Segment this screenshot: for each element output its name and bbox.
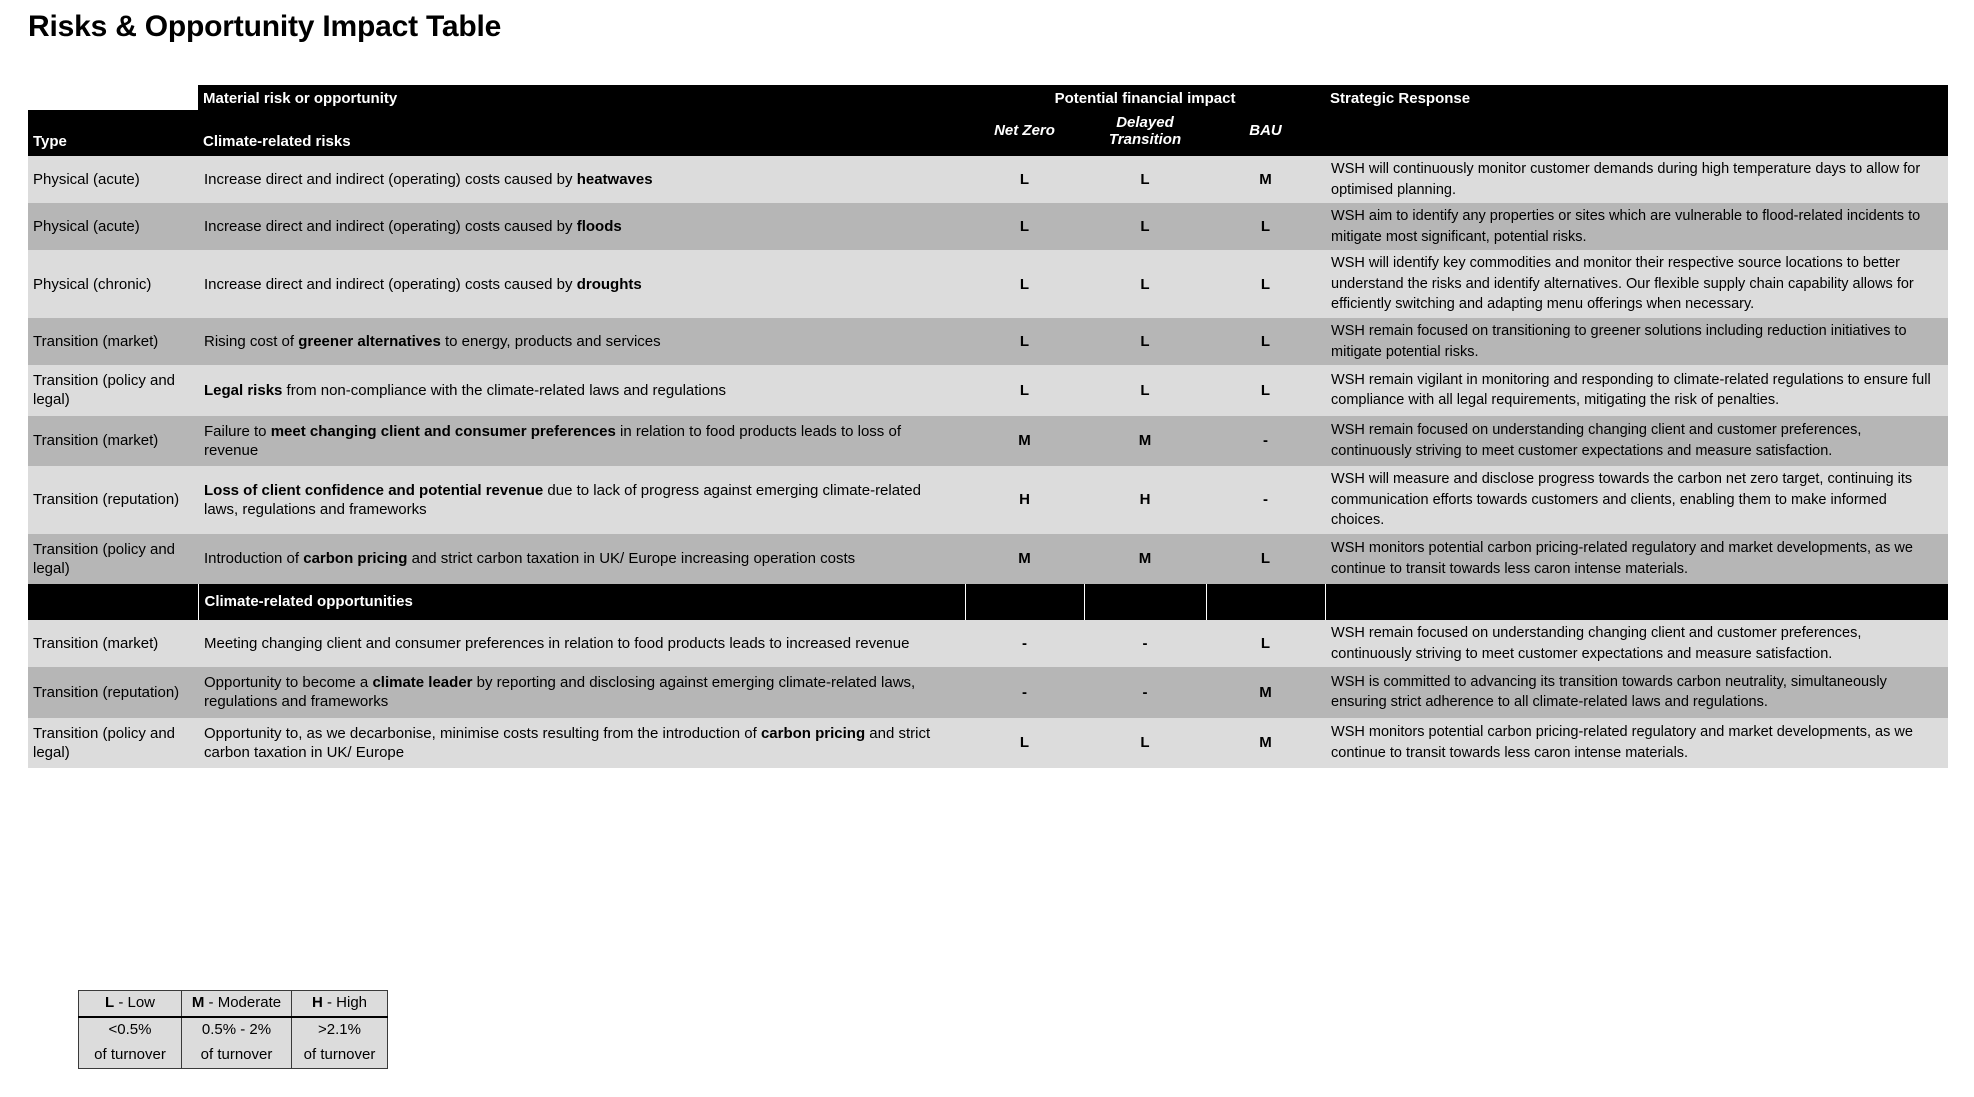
- cell-score-delayed-transition: M: [1084, 534, 1206, 584]
- table-row-risk: [28, 203, 1948, 250]
- cell-score-net-zero: L: [965, 250, 1084, 318]
- cell-score-net-zero: M: [965, 534, 1084, 584]
- table-row-opportunity: [28, 718, 1948, 768]
- section-divider-opportunities: [28, 584, 1948, 620]
- legend-key-label: - High: [322, 994, 368, 1012]
- header-scenario-net-zero: Net Zero: [965, 110, 1084, 156]
- header-col-type: Type: [28, 110, 198, 156]
- cell-score-net-zero: L: [965, 718, 1084, 768]
- cell-risk-type: Transition (market): [28, 620, 198, 667]
- cell-risk-description: Opportunity to, as we decarbonise, minimise costs resulting from the introduction of carbon pricing and strict carbon taxation in UK/ Europe: [198, 718, 965, 768]
- cell-strategic-response: WSH will measure and disclose progress towards the carbon net zero target, continuing its communication efforts towards customers and clients, enabling them to make informed choices.: [1325, 466, 1948, 534]
- cell-score-delayed-transition: L: [1084, 203, 1206, 250]
- cell-risk-type: Physical (chronic): [28, 250, 198, 318]
- risk-keyword: heatwaves: [576, 170, 653, 188]
- header-column-row: [28, 110, 1948, 156]
- delayed-line-2: Transition: [1108, 131, 1182, 148]
- table-row-opportunity: [28, 620, 1948, 667]
- cell-risk-description: Increase direct and indirect (operating) costs caused by heatwaves: [198, 156, 965, 203]
- legend-unit: of turnover: [182, 1043, 292, 1069]
- cell-score-delayed-transition: -: [1084, 620, 1206, 667]
- cell-risk-description: Increase direct and indirect (operating) costs caused by floods: [198, 203, 965, 250]
- cell-risk-type: Physical (acute): [28, 156, 198, 203]
- risk-keyword: climate leader: [372, 674, 473, 692]
- cell-risk-type: Transition (market): [28, 318, 198, 365]
- cell-score-net-zero: L: [965, 365, 1084, 415]
- legend-key-letter: M: [191, 994, 205, 1012]
- cell-score-delayed-transition: -: [1084, 667, 1206, 717]
- legend-threshold: 0.5% - 2%: [182, 1017, 292, 1043]
- header-col-subject: Climate-related risks: [198, 110, 965, 156]
- cell-risk-type: Transition (policy and legal): [28, 534, 198, 584]
- cell-score-delayed-transition: L: [1084, 365, 1206, 415]
- legend-body: [79, 991, 388, 1069]
- table-row-risk: [28, 250, 1948, 318]
- table-row-risk: [28, 534, 1948, 584]
- cell-score-bau: L: [1206, 534, 1325, 584]
- risk-keyword: greener alternatives: [298, 333, 441, 351]
- risk-keyword: Loss of client confidence and potential revenue: [204, 481, 544, 499]
- cell-score-delayed-transition: L: [1084, 318, 1206, 365]
- cell-score-bau: M: [1206, 667, 1325, 717]
- table-row-risk: [28, 156, 1948, 203]
- header-scenario-bau: BAU: [1206, 110, 1325, 156]
- cell-risk-type: Transition (policy and legal): [28, 718, 198, 768]
- cell-score-bau: L: [1206, 620, 1325, 667]
- legend-header-row: [79, 991, 388, 1018]
- table-row-opportunity: [28, 667, 1948, 717]
- risks-opportunity-impact-table: [28, 85, 1949, 768]
- section-divider-label: Climate-related opportunities: [198, 584, 965, 620]
- cell-score-delayed-transition: L: [1084, 250, 1206, 318]
- cell-strategic-response: WSH monitors potential carbon pricing-related regulatory and market developments, as we continue to transit towards less caron intense materials.: [1325, 534, 1948, 584]
- legend-threshold: >2.1%: [292, 1017, 388, 1043]
- risk-keyword: meet changing client and consumer preferences: [270, 422, 616, 440]
- delayed-line-1: Delayed: [1116, 113, 1174, 131]
- cell-score-bau: -: [1206, 416, 1325, 466]
- legend-unit-row: [79, 1043, 388, 1069]
- risk-keyword: Legal risks: [204, 381, 283, 399]
- legend-threshold: <0.5%: [79, 1017, 182, 1043]
- cell-strategic-response: WSH remain vigilant in monitoring and responding to climate-related regulations to ensure full compliance with all legal requirements, mitigating the risk of penalties.: [1325, 365, 1948, 415]
- cell-strategic-response: WSH will identify key commodities and monitor their respective source locations to better understand the risks and identify alternatives. Our flexible supply chain capability allows for efficiently switching and adapting menu offerings when necessary.: [1325, 250, 1948, 318]
- table-body: [28, 156, 1948, 768]
- cell-risk-description: Failure to meet changing client and consumer preferences in relation to food products leads to loss of revenue: [198, 416, 965, 466]
- cell-score-bau: L: [1206, 365, 1325, 415]
- section-divider-delayed-blank: [1084, 584, 1206, 620]
- risk-keyword: floods: [576, 218, 622, 236]
- header-scenario-delayed-transition: [1084, 110, 1206, 156]
- risk-keyword: droughts: [576, 275, 642, 293]
- cell-risk-type: Transition (reputation): [28, 667, 198, 717]
- cell-score-net-zero: -: [965, 667, 1084, 717]
- cell-score-net-zero: L: [965, 203, 1084, 250]
- table-header: [28, 85, 1948, 156]
- legend-key-letter: H: [311, 994, 323, 1012]
- cell-risk-description: Legal risks from non-compliance with the climate-related laws and regulations: [198, 365, 965, 415]
- legend-key-h: [292, 991, 388, 1018]
- risk-keyword: carbon pricing: [760, 724, 866, 742]
- cell-strategic-response: WSH remain focused on transitioning to greener solutions including reduction initiatives to mitigate potential risks.: [1325, 318, 1948, 365]
- cell-strategic-response: WSH aim to identify any properties or sites which are vulnerable to flood-related incidents to mitigate most significant, potential risks.: [1325, 203, 1948, 250]
- table-row-risk: [28, 365, 1948, 415]
- cell-risk-description: Increase direct and indirect (operating) costs caused by droughts: [198, 250, 965, 318]
- cell-strategic-response: WSH remain focused on understanding changing client and customer preferences, continuously striving to meet customer expectations and measure satisfaction.: [1325, 416, 1948, 466]
- cell-risk-type: Physical (acute): [28, 203, 198, 250]
- cell-score-bau: M: [1206, 718, 1325, 768]
- header-group-material: Material risk or opportunity: [198, 85, 965, 110]
- legend-key-l: [79, 991, 182, 1018]
- header-group-impact: Potential financial impact: [965, 85, 1325, 110]
- cell-risk-description: Opportunity to become a climate leader by reporting and disclosing against emerging climate-related laws, regulations and frameworks: [198, 667, 965, 717]
- cell-score-delayed-transition: L: [1084, 156, 1206, 203]
- section-divider-net-zero-blank: [965, 584, 1084, 620]
- table-row-risk: [28, 466, 1948, 534]
- cell-strategic-response: WSH remain focused on understanding changing client and customer preferences, continuously striving to meet customer expectations and measure satisfaction.: [1325, 620, 1948, 667]
- section-divider-bau-blank: [1206, 584, 1325, 620]
- cell-score-net-zero: H: [965, 466, 1084, 534]
- cell-risk-description: Rising cost of greener alternatives to energy, products and services: [198, 318, 965, 365]
- cell-risk-description: Loss of client confidence and potential revenue due to lack of progress against emerging climate-related laws, regulations and frameworks: [198, 466, 965, 534]
- risk-keyword: carbon pricing: [303, 550, 408, 568]
- cell-score-bau: L: [1206, 318, 1325, 365]
- legend-unit: of turnover: [79, 1043, 182, 1069]
- page-title: Risks & Opportunity Impact Table: [28, 10, 502, 43]
- cell-risk-description: Meeting changing client and consumer preferences in relation to food products leads to increased revenue: [198, 620, 965, 667]
- cell-score-bau: L: [1206, 250, 1325, 318]
- cell-risk-type: Transition (market): [28, 416, 198, 466]
- table-row-risk: [28, 416, 1948, 466]
- cell-risk-type: Transition (reputation): [28, 466, 198, 534]
- cell-score-net-zero: L: [965, 156, 1084, 203]
- legend-key-m: [182, 991, 292, 1018]
- section-divider-response-blank: [1325, 584, 1948, 620]
- legend-key-label: - Low: [114, 994, 156, 1012]
- header-corner-blank: [28, 85, 198, 110]
- cell-score-delayed-transition: M: [1084, 416, 1206, 466]
- table-row-risk: [28, 318, 1948, 365]
- cell-score-net-zero: -: [965, 620, 1084, 667]
- legend-key-letter: L: [104, 994, 115, 1012]
- cell-risk-description: Introduction of carbon pricing and strict carbon taxation in UK/ Europe increasing operation costs: [198, 534, 965, 584]
- cell-risk-type: Transition (policy and legal): [28, 365, 198, 415]
- cell-score-net-zero: M: [965, 416, 1084, 466]
- cell-strategic-response: WSH will continuously monitor customer demands during high temperature days to allow for optimised planning.: [1325, 156, 1948, 203]
- cell-score-bau: -: [1206, 466, 1325, 534]
- impact-legend-table: [78, 990, 388, 1069]
- cell-score-bau: L: [1206, 203, 1325, 250]
- cell-score-delayed-transition: H: [1084, 466, 1206, 534]
- cell-strategic-response: WSH is committed to advancing its transition towards carbon neutrality, simultaneously ensuring strict adherence to all climate-related laws and regulations.: [1325, 667, 1948, 717]
- cell-score-bau: M: [1206, 156, 1325, 203]
- section-divider-type-blank: [28, 584, 198, 620]
- legend-key-label: - Moderate: [204, 994, 282, 1012]
- cell-score-delayed-transition: L: [1084, 718, 1206, 768]
- legend-threshold-row: [79, 1017, 388, 1043]
- header-group-response: Strategic Response: [1325, 85, 1948, 110]
- header-response-blank: [1325, 110, 1948, 156]
- cell-score-net-zero: L: [965, 318, 1084, 365]
- legend-unit: of turnover: [292, 1043, 388, 1069]
- header-group-row: [28, 85, 1948, 110]
- cell-strategic-response: WSH monitors potential carbon pricing-related regulatory and market developments, as we continue to transit towards less caron intense materials.: [1325, 718, 1948, 768]
